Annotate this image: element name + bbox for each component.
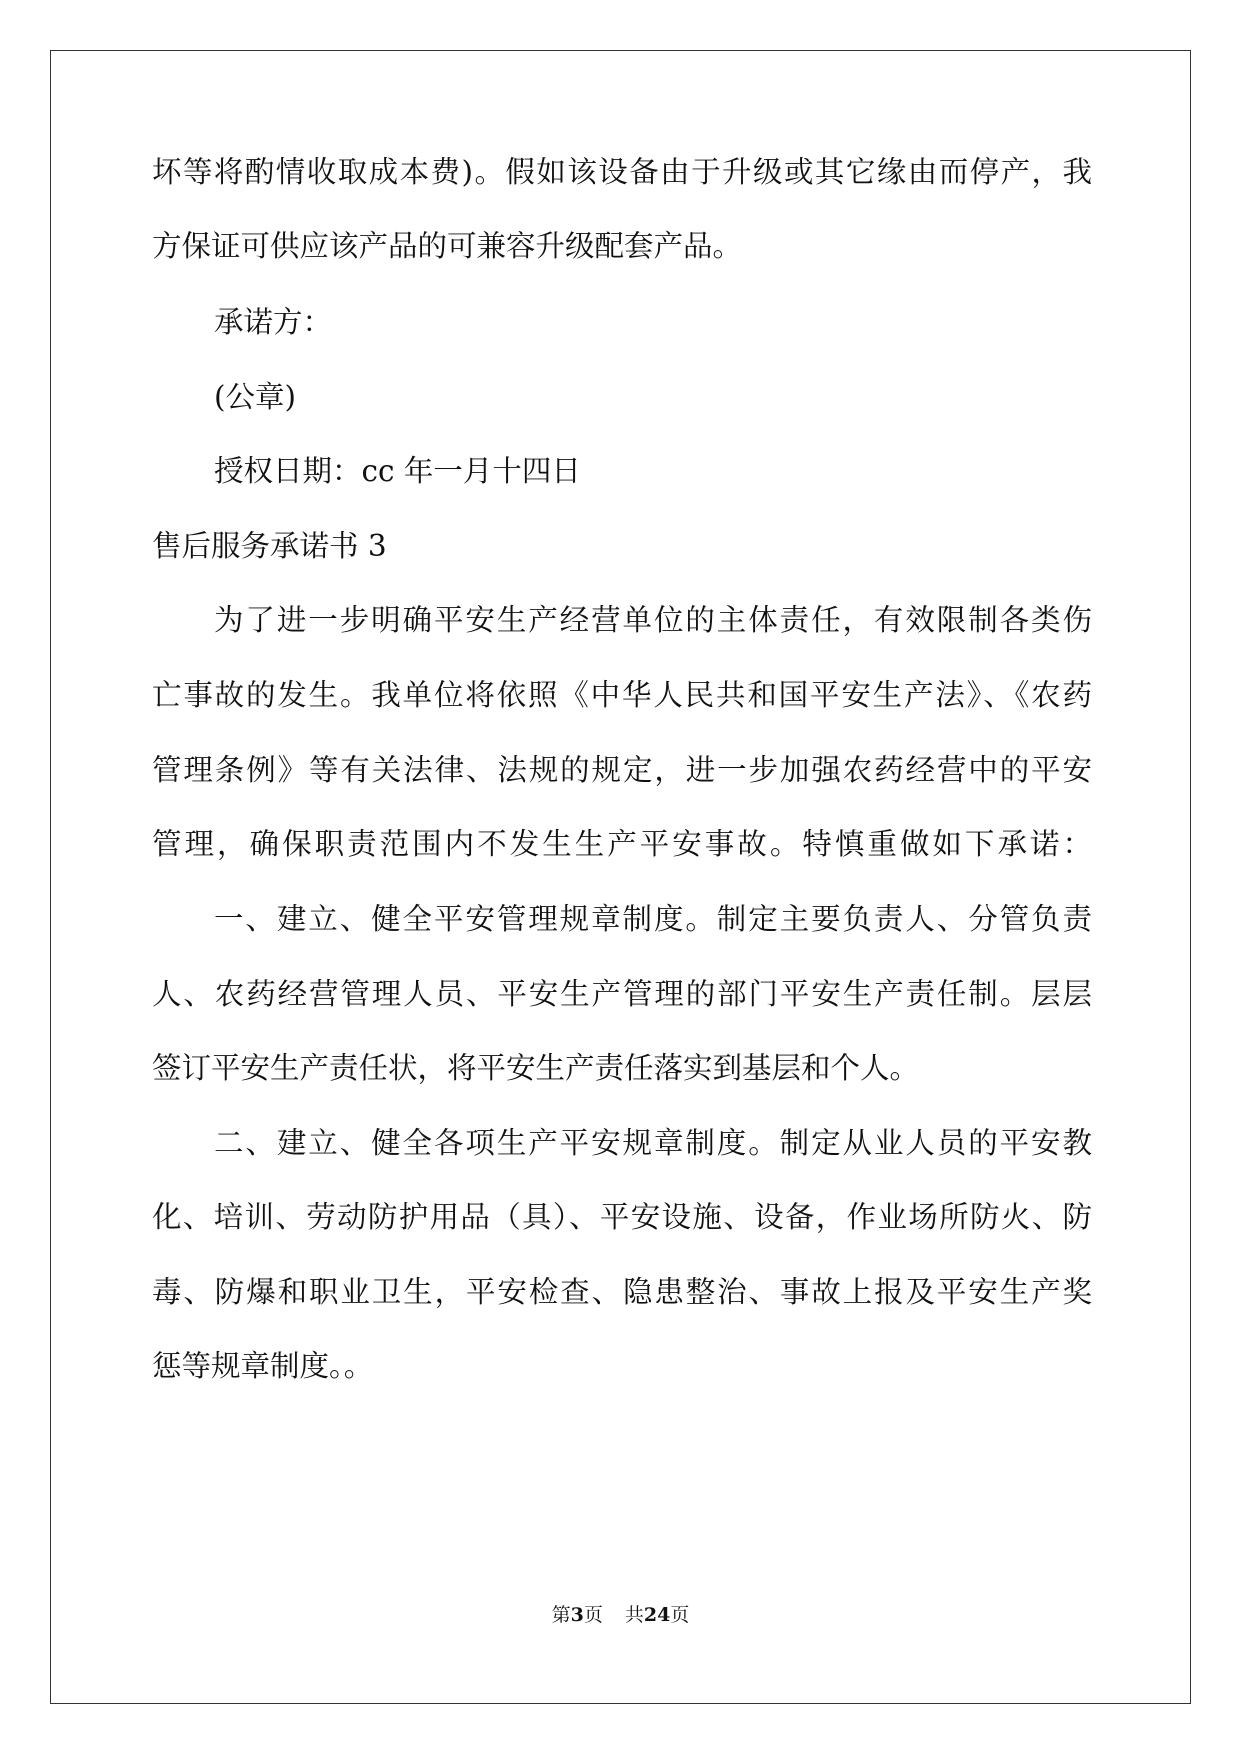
body-line: 管理，确保职责范围内不发生生产平安事故。特慎重做如下承诺： bbox=[152, 827, 1092, 861]
body-line: 化、培训、劳动防护用品（具）、平安设施、设备，作业场所防火、防 bbox=[152, 1200, 1092, 1234]
body-line: 为了进一步明确平安生产经营单位的主体责任，有效限制各类伤 bbox=[214, 603, 1092, 637]
body-line: 毒、防爆和职业卫生，平安检查、隐患整治、事故上报及平安生产奖 bbox=[152, 1275, 1092, 1309]
promiser-label: 承诺方： bbox=[214, 305, 333, 339]
seal-label: (公章) bbox=[214, 380, 297, 414]
body-line: 亡事故的发生。我单位将依照《中华人民共和国平安生产法》、《农药 bbox=[152, 678, 1092, 712]
page-border bbox=[50, 50, 1191, 1704]
footer-page-current: 3 bbox=[570, 1604, 584, 1626]
footer-total-unit: 页 bbox=[670, 1604, 690, 1626]
body-line: 方保证可供应该产品的可兼容升级配套产品。 bbox=[152, 229, 743, 263]
footer-page-total: 24 bbox=[643, 1604, 671, 1626]
footer-page-unit: 页 bbox=[583, 1604, 603, 1626]
body-line: 坏等将酌情收取成本费)。假如该设备由于升级或其它缘由而停产，我 bbox=[152, 155, 1092, 189]
authorization-date: 授权日期：cc 年一月十四日 bbox=[214, 454, 581, 488]
body-line: 惩等规章制度。。 bbox=[152, 1349, 374, 1383]
body-line: 一、建立、健全平安管理规章制度。制定主要负责人、分管负责 bbox=[214, 902, 1092, 936]
body-line: 签订平安生产责任状，将平安生产责任落实到基层和个人。 bbox=[152, 1051, 920, 1085]
body-line: 人、农药经营管理人员、平安生产管理的部门平安生产责任制。层层 bbox=[152, 977, 1092, 1011]
body-line: 二、建立、健全各项生产平安规章制度。制定从业人员的平安教 bbox=[214, 1126, 1092, 1160]
footer-total-prefix: 共 bbox=[624, 1604, 644, 1626]
body-line: 管理条例》等有关法律、法规的规定，进一步加强农药经营中的平安 bbox=[152, 753, 1092, 787]
footer-page-prefix: 第 bbox=[551, 1604, 571, 1626]
section-heading: 售后服务承诺书 3 bbox=[152, 529, 387, 563]
page-footer bbox=[0, 1603, 1241, 1627]
